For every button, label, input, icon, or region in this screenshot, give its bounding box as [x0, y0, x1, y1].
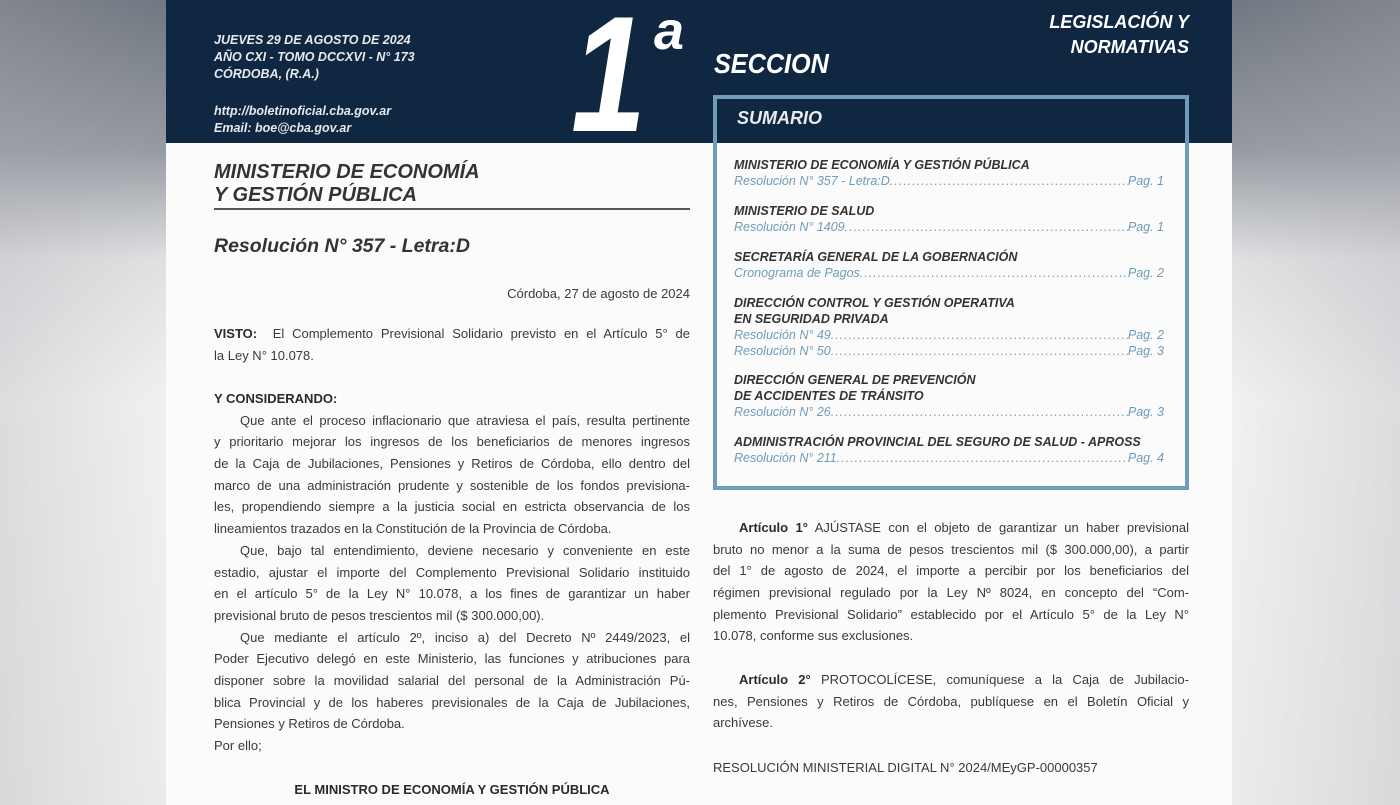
- considerando-paragraphs: [214, 410, 690, 735]
- sumario-entry: [734, 249, 1164, 281]
- text-line: de la Caja de Jubilaciones, Pensiones y Retiros de Córdoba, ello dentro del: [214, 456, 690, 472]
- issue-date: JUEVES 29 DE AGOSTO DE 2024: [214, 33, 411, 47]
- text-line: estadio, ajustar el importe del Complemento Previsional Solidario instituido: [214, 564, 690, 580]
- sumario-link[interactable]: [734, 173, 1164, 189]
- text-line: Pensiones y Retiros de Córdoba.: [214, 716, 405, 732]
- bulletin-page: [166, 0, 1232, 805]
- text-line: blica Provincial y de los haberes previsionales de la Caja de Jubilaciones,: [214, 694, 690, 710]
- sumario-link-label[interactable]: Resolución N° 1409: [734, 220, 845, 234]
- ministry-line: Y GESTIÓN PÚBLICA: [214, 184, 417, 206]
- ministry-line: MINISTERIO DE ECONOMÍA: [214, 161, 480, 183]
- text-line: plemento Previsional Solidario” establecido por el Artículo 5° de la Ley N°: [713, 606, 1189, 622]
- sumario-link-label[interactable]: Resolución N° 49: [734, 328, 831, 342]
- text-line: la Ley N° 10.078.: [214, 347, 314, 363]
- article-label: Artículo 1°: [739, 520, 808, 535]
- sumario-entry: [734, 295, 1164, 359]
- blurred-background-left: [0, 0, 166, 805]
- sumario-link-label[interactable]: Resolución N° 211: [734, 451, 837, 465]
- section-suffix: a: [654, 1, 685, 61]
- sumario-entry-title: MINISTERIO DE ECONOMÍA Y GESTIÓN PÚBLICA: [734, 158, 1030, 172]
- sumario-link[interactable]: [734, 343, 1164, 359]
- sumario-entry: [734, 434, 1164, 466]
- sumario-link[interactable]: [734, 265, 1164, 281]
- articles: [713, 517, 1189, 734]
- article-text: PROTOCOLÍCESE, comuníquese a la Caja de Jubilacio-: [820, 671, 1189, 687]
- sumario-link[interactable]: [734, 450, 1164, 466]
- visto-section: [214, 323, 690, 366]
- category-label: [1049, 10, 1189, 60]
- sumario-entry: [734, 372, 1164, 420]
- text-line: [713, 517, 1189, 539]
- text-line: 10.078, conforme sus exclusiones.: [713, 628, 914, 644]
- considerando-section: [214, 388, 690, 757]
- blurred-background-right: [1232, 0, 1400, 805]
- sumario-link[interactable]: [734, 327, 1164, 343]
- text-line: bruto no menor a la suma de pesos trescientos mil ($ 300.000,00), a partir: [713, 541, 1189, 557]
- sumario-entry-title: DIRECCIÓN GENERAL DE PREVENCIÓN: [734, 373, 976, 387]
- text-line: [713, 669, 1189, 691]
- sumario-page[interactable]: Pag. 2: [1127, 328, 1164, 342]
- sumario-entry-title: ADMINISTRACIÓN PROVINCIAL DEL SEGURO DE SALUD - APROSS: [734, 435, 1141, 449]
- text-line: Que ante el proceso inflacionario que atraviesa el país, resulta pertinente: [240, 412, 690, 428]
- divider: [214, 208, 690, 210]
- sumario-page[interactable]: Pag. 1: [1127, 174, 1164, 188]
- text-line: lineamientos trazados en la Constitución de la Provincia de Córdoba.: [214, 521, 612, 537]
- sumario-page[interactable]: Pag. 3: [1127, 344, 1164, 358]
- section-label: SECCION: [714, 48, 829, 79]
- category-line: NORMATIVAS: [1070, 37, 1189, 57]
- text-line: disponer sobre la movilidad salarial del personal de la Administración Pú-: [214, 672, 690, 688]
- place-date: Córdoba, 27 de agosto de 2024: [507, 286, 690, 301]
- dot-leader: [831, 343, 1128, 359]
- sumario-entry-title: MINISTERIO DE SALUD: [734, 204, 875, 218]
- dot-leader: [831, 404, 1128, 420]
- sumario-page[interactable]: Pag. 3: [1127, 405, 1164, 419]
- email-link[interactable]: Email: boe@cba.gov.ar: [214, 121, 352, 135]
- dot-leader: [845, 219, 1128, 235]
- dot-leader: [837, 450, 1128, 466]
- article-text: AJÚSTASE con el objeto de garantizar un haber previsional: [814, 520, 1189, 535]
- sumario-link[interactable]: [734, 219, 1164, 235]
- article-1: [713, 517, 1189, 647]
- article-2: [713, 669, 1189, 734]
- sumario-title: SUMARIO: [737, 108, 822, 128]
- sumario-page[interactable]: Pag. 1: [1127, 220, 1164, 234]
- text-line: archívese.: [713, 715, 773, 731]
- issue-volume: AÑO CXI - TOMO DCCXVI - N° 173: [214, 50, 415, 64]
- sumario-page[interactable]: Pag. 4: [1127, 451, 1164, 465]
- sumario-link-label[interactable]: Resolución N° 50: [734, 344, 831, 358]
- article-label: Artículo 2°: [739, 671, 811, 687]
- sumario-entry-title: EN SEGURIDAD PRIVADA: [734, 312, 889, 326]
- resolution-title: Resolución N° 357 - Letra:D: [214, 235, 470, 257]
- sumario-link-label[interactable]: Resolución N° 26: [734, 405, 831, 419]
- dot-leader: [831, 327, 1128, 343]
- issue-info: [214, 32, 415, 137]
- text-line: Que, bajo tal entendimiento, deviene necesario y conveniente en este: [240, 542, 690, 558]
- minister-heading: EL MINISTRO DE ECONOMÍA Y GESTIÓN PÚBLICA: [294, 782, 610, 797]
- sumario-entry-title: SECRETARÍA GENERAL DE LA GOBERNACIÓN: [734, 250, 1018, 264]
- text-line: del 1° de agosto de 2024, el importe a percibir por los beneficiarios del: [713, 563, 1189, 579]
- sumario-entry-title: DIRECCIÓN CONTROL Y GESTIÓN OPERATIVA: [734, 296, 1015, 310]
- sumario-entry-title: DE ACCIDENTES DE TRÁNSITO: [734, 389, 924, 403]
- dot-leader: [890, 173, 1128, 189]
- visto-label: VISTO:: [214, 326, 258, 341]
- text-line: nes, Pensiones y Retiros de Córdoba, publíquese en el Boletín Oficial y: [713, 693, 1189, 709]
- sumario-entry: [734, 203, 1164, 235]
- text-line: régimen previsional regulado por la Ley Nº 8024, en concepto del “Com-: [713, 585, 1189, 601]
- por-ello: Por ello;: [214, 738, 262, 753]
- sumario-page[interactable]: Pag. 2: [1127, 266, 1164, 280]
- text-line: les, propendiendo siempre a la justicia social en estricta observancia de los: [214, 499, 690, 515]
- text-line: El Complemento Previsional Solidario previsto en el Artículo 5° de: [272, 326, 690, 341]
- ministry-heading: [214, 161, 480, 207]
- issue-place: CÓRDOBA, (R.A.): [214, 67, 319, 81]
- category-line: LEGISLACIÓN Y: [1049, 12, 1189, 32]
- section-number: 1: [571, 0, 642, 166]
- text-line: Poder Ejecutivo delegó en este Ministerio, las funciones y atribuciones para: [214, 651, 690, 667]
- text-line: Que mediante el artículo 2º, inciso a) del Decreto Nº 2449/2023, el: [240, 629, 690, 645]
- digital-reference: RESOLUCIÓN MINISTERIAL DIGITAL N° 2024/MEyGP-00000357: [713, 760, 1098, 775]
- sumario-link-label[interactable]: Resolución N° 357 - Letra:D: [734, 174, 890, 188]
- considerando-label: Y CONSIDERANDO:: [214, 391, 338, 406]
- text-line: en el artículo 5° de la Ley N° 10.078, a los fines de garantizar un haber: [214, 586, 690, 602]
- sumario-link-label[interactable]: Cronograma de Pagos: [734, 266, 860, 280]
- text-line: y prioritario mejorar los ingresos de los beneficiarios de menores ingresos: [214, 434, 690, 450]
- sumario-box: [713, 95, 1189, 490]
- text-line: previsional bruto de pesos trescientos mil ($ 300.000,00).: [214, 607, 545, 623]
- text-line: marco de una administración prudente y sostenible de los fondos previsiona-: [214, 477, 690, 493]
- sumario-entry: [734, 157, 1164, 189]
- sumario-link[interactable]: [734, 404, 1164, 420]
- website-link[interactable]: http://boletinoficial.cba.gov.ar: [214, 104, 392, 118]
- dot-leader: [860, 265, 1128, 281]
